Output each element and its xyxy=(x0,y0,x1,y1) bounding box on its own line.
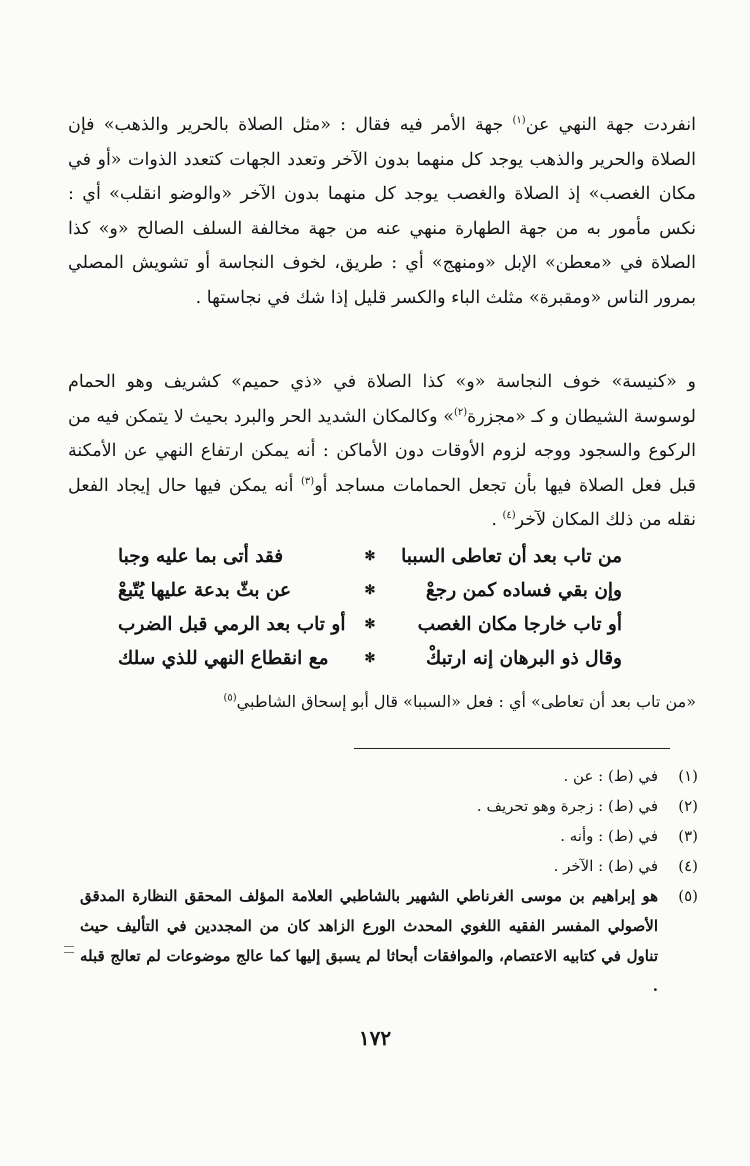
footnote-ref[interactable]: (٥) xyxy=(223,692,237,704)
footnote-number: (٥) xyxy=(678,887,698,905)
paragraph-text: و «كنيسة» خوف النجاسة «و» كذا الصلاة في «ذي حميم» كشريف وهو الحمام لوسوسة الشيطان و كـ «مجزرة xyxy=(68,372,697,427)
footnote-number: (١) xyxy=(678,767,698,785)
verse-separator-star-icon: ✻ xyxy=(364,616,376,632)
paragraph-text: . xyxy=(491,510,503,531)
footnote-text: في (ط) : عن . xyxy=(563,767,658,785)
footnote-item xyxy=(80,791,698,821)
footnote-text: في (ط) : الآخر . xyxy=(553,857,658,875)
verse-line xyxy=(118,641,622,675)
paragraph-text: انفردت جهة النهي عن xyxy=(525,115,696,135)
verse-commentary xyxy=(223,688,696,716)
paragraph-text: » وكالمكان الشديد الحر والبرد بحيث لا يتمكن فيه من الركوع والسجود ووجه لزوم الأوقات دون الأماكن : أنه يمكن ارتفاع النهي عن الأمكنة قبل فعل الصلاة فيها بأن تجعل الحمامات مساجد أو xyxy=(68,406,696,496)
footnote-ref[interactable]: (٤) xyxy=(502,510,516,522)
footnote-text: في (ط) : وأنه . xyxy=(560,827,658,845)
body-paragraph xyxy=(68,365,696,538)
footnote-divider xyxy=(354,748,670,749)
verse-first-hemistich: وقال ذو البرهان إنه ارتبكْ xyxy=(426,647,622,669)
footnote-ref[interactable]: (٢) xyxy=(453,406,468,418)
verse-separator-star-icon: ✻ xyxy=(364,582,376,598)
footnote-number: (٤) xyxy=(678,857,698,875)
verse-first-hemistich: وإن بقي فساده كمن رجعْ xyxy=(425,579,622,601)
footnote-item xyxy=(80,881,698,1001)
footnotes-list xyxy=(80,761,698,1001)
poem-verses xyxy=(118,539,622,675)
footnote-item xyxy=(80,761,698,791)
paragraph-text: جهة الأمر فيه فقال : «مثل الصلاة بالحرير والذهب» فإن الصلاة والحرير والذهب يوجد كل منهما بدون الآخر وتعدد الجهات كتعدد الذوات «أو في مكان الغصب» إذ الصلاة والغصب يوجد كل منهما بدون الآخر «والوضو انقلب» أي : نكس مأمور به من جهة الطهارة منهي عنه من جهة مخالفة السلف الصالح «و» كذا الصلاة في «معطن» الإبل «ومنهج» أي : طريق، لخوف النجاسة أو تشويش المصلي بمرور الناس «ومقبرة» مثلث الباء والكسر قليل إذا شك في نجاستها . xyxy=(68,115,696,308)
footnote-number: (٢) xyxy=(678,797,698,815)
verse-line xyxy=(118,573,622,607)
body-paragraph xyxy=(68,108,696,316)
footnote-text: في (ط) : زجرة وهو تحريف . xyxy=(476,797,658,815)
verse-separator-star-icon: ✻ xyxy=(364,548,376,564)
footnote-item xyxy=(80,851,698,881)
footnote-ref[interactable]: (٣) xyxy=(301,475,315,487)
verse-line xyxy=(118,607,622,641)
verse-first-hemistich: من تاب بعد أن تعاطى السببا xyxy=(401,545,622,567)
verse-second-hemistich: عن بثّ بدعة عليها يُتّبعْ xyxy=(118,579,292,601)
footnote-item xyxy=(80,821,698,851)
verse-first-hemistich: أو تاب خارجا مكان الغصب xyxy=(417,613,622,635)
footnote-number: (٣) xyxy=(678,827,698,845)
paragraph-text: أنه يمكن فيها حال إيجاد الفعل نقله من ذلك المكان لآخر xyxy=(68,475,696,531)
footnote-ref[interactable]: (١) xyxy=(512,115,526,127)
page-number: ١٧٢ xyxy=(358,1026,392,1050)
margin-scan-mark xyxy=(64,946,74,953)
verse-second-hemistich: فقد أتى بما عليه وجبا xyxy=(118,545,284,567)
verse-line xyxy=(118,539,622,573)
verse-separator-star-icon: ✻ xyxy=(364,650,376,666)
footnote-text: هو إبراهيم بن موسى الغرناطي الشهير بالشاطبي العلامة المؤلف المحقق النظارة المدقق الأصولي المفسر الفقيه اللغوي المحدث الورع الزاهد كان من المجددين في التأليف حيث تناول في كتابيه الاعتصام، والموافقات أبحاثا لم يسبق إليها كما عالج موضوعات لم تعالج قبله . xyxy=(80,887,658,995)
verse-second-hemistich: أو تاب بعد الرمي قبل الضرب xyxy=(118,613,346,635)
verse-second-hemistich: مع انقطاع النهي للذي سلك xyxy=(118,647,329,669)
verse-commentary-text: «من تاب بعد أن تعاطى» أي : فعل «السببا» قال أبو إسحاق الشاطبي xyxy=(236,692,696,711)
